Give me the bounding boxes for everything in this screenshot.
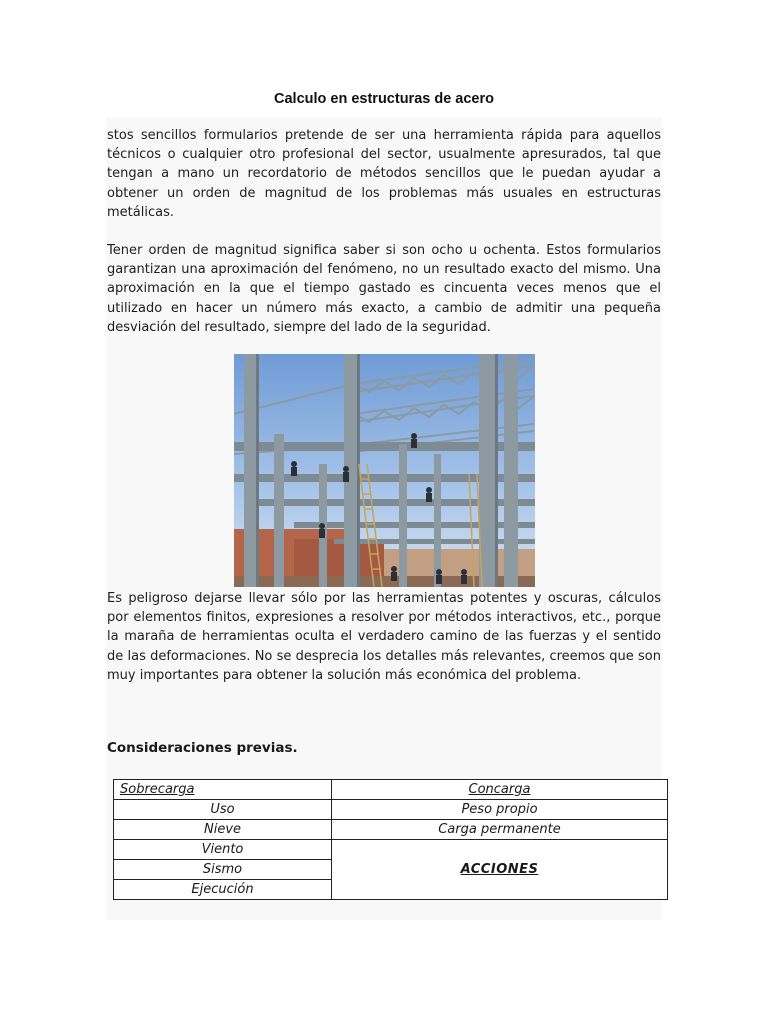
table-cell-sismo: Sismo [114,860,332,880]
steel-structure-construction-icon [234,354,535,587]
page-title: Calculo en estructuras de acero [274,91,494,107]
paragraph-magnitude: Tener orden de magnitud significa saber si son ocho u ochenta. Estos formularios garantizan una aproximación del fenómeno, no un resultado exacto del mismo. Una aproximación en la que el tiempo gastado es cincuenta veces menos que el utilizado en hacer un número más exacto, a cambio de admitir una pequeña desviación del resultado, siempre del lado de la seguridad. [107,243,661,335]
table-cell-acciones [332,840,668,900]
steel-structure-photo [234,354,535,587]
table-row [114,800,668,820]
acciones-label: ACCIONES [460,862,539,877]
table-row [114,820,668,840]
table-cell-concarga [332,780,668,800]
paragraph-intro: stos sencillos formularios pretende de ser una herramienta rápida para aquellos técnicos o cualquier otro profesional del sector, usualmente apresurados, tal que tengan a mano un recordatorio de métodos sencillos que le puedan ayudar a obtener un orden de magnitud de los problemas más usuales en estructuras metálicas. [107,128,661,220]
table-cell-nieve: Nieve [114,820,332,840]
table-cell-ejecucion: Ejecución [114,880,332,900]
table-cell-sobrecarga [114,780,332,800]
loads-table [113,779,668,900]
section-heading: Consideraciones previas. [107,740,298,756]
paragraph-warning: Es peligroso dejarse llevar sólo por las herramientas potentes y oscuras, cálculos por elementos finitos, expresiones a resolver por métodos interactivos, etc., porque la maraña de herramientas oculta el verdadero camino de las fuerzas y el sentido de las deformaciones. No se desprecia los detalles más relevantes, creemos que son muy importantes para obtener la solución más económica del problema. [107,591,661,683]
table-cell-peso-propio: Peso propio [332,800,668,820]
table-row [114,840,668,860]
sobrecarga-label: Sobrecarga [120,782,195,797]
table-row [114,780,668,800]
table-cell-viento: Viento [114,840,332,860]
table-cell-carga-permanente: Carga permanente [332,820,668,840]
table-cell-uso: Uso [114,800,332,820]
concarga-label: Concarga [468,782,531,797]
